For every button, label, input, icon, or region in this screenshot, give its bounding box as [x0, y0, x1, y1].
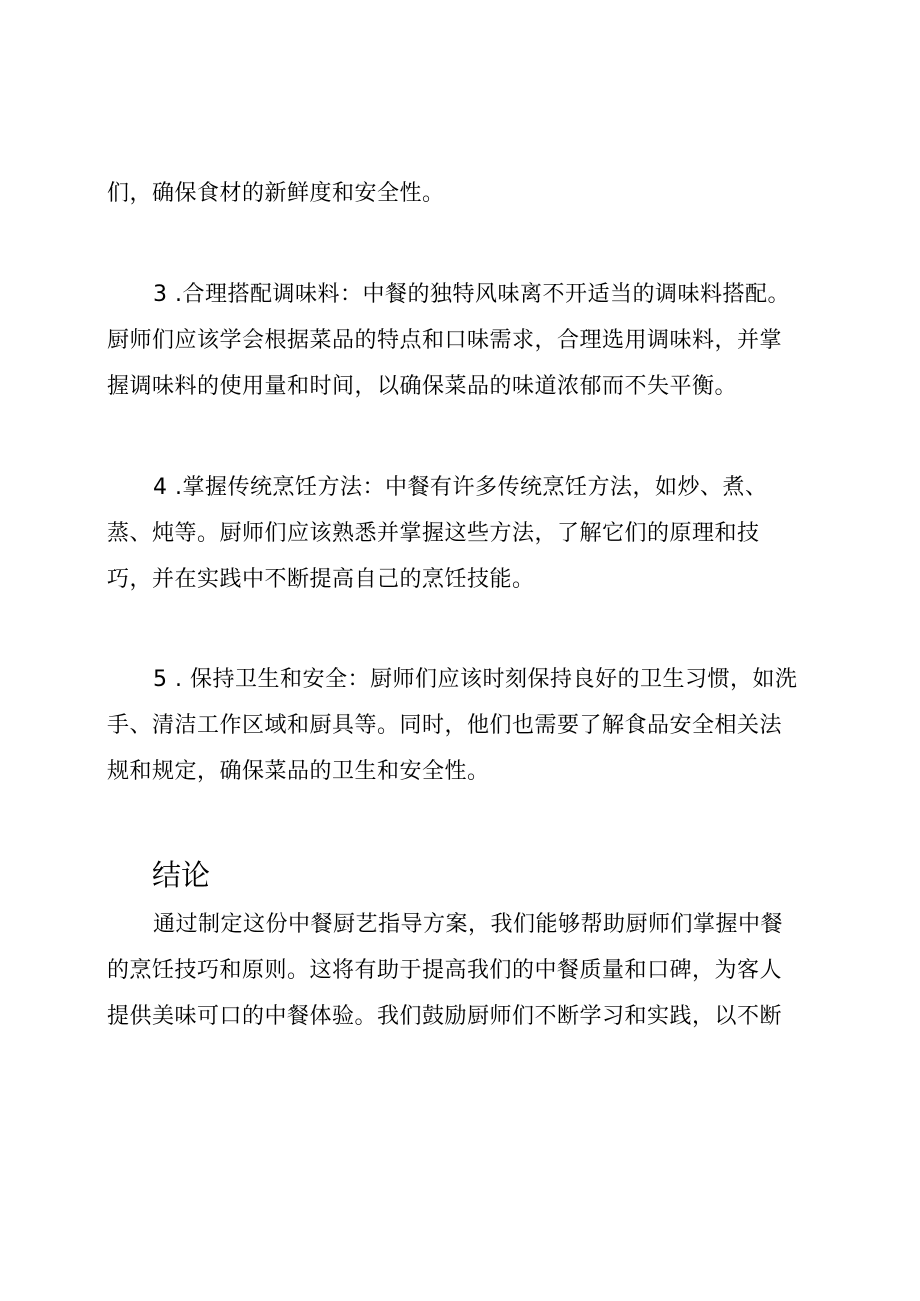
paragraph-line: 提供美味可口的中餐体验。我们鼓励厨师们不断学习和实践，以不断: [107, 1004, 783, 1029]
paragraph-line: 们，确保食材的新鲜度和安全性。: [107, 181, 445, 206]
paragraph-line: 规和规定，确保菜品的卫生和安全性。: [107, 759, 490, 784]
paragraph-line: 巧，并在实践中不断提高自己的烹饪技能。: [107, 567, 535, 592]
paragraph-line: 5 . 保持卫生和安全：厨师们应该时刻保持良好的卫生习惯，如洗: [153, 667, 798, 692]
paragraph-line: 厨师们应该学会根据菜品的特点和口味需求，合理选用调味料，并掌: [107, 328, 783, 353]
paragraph-line: 蒸、炖等。厨师们应该熟悉并掌握这些方法，了解它们的原理和技: [107, 521, 760, 546]
paragraph-line: 握调味料的使用量和时间，以确保菜品的味道浓郁而不失平衡。: [107, 374, 738, 399]
paragraph-line: 4 .掌握传统烹饪方法：中餐有许多传统烹饪方法，如炒、煮、: [153, 475, 768, 500]
paragraph-line: 通过制定这份中餐厨艺指导方案，我们能够帮助厨师们掌握中餐: [153, 912, 784, 937]
section-heading: 结论: [152, 858, 211, 892]
paragraph-line: 手、清洁工作区域和厨具等。同时，他们也需要了解食品安全相关法: [107, 713, 783, 738]
paragraph-line: 3 .合理搭配调味料：中餐的独特风味离不开适当的调味料搭配。: [153, 282, 790, 307]
paragraph-line: 的烹饪技巧和原则。这将有助于提高我们的中餐质量和口碑，为客人: [107, 958, 783, 983]
